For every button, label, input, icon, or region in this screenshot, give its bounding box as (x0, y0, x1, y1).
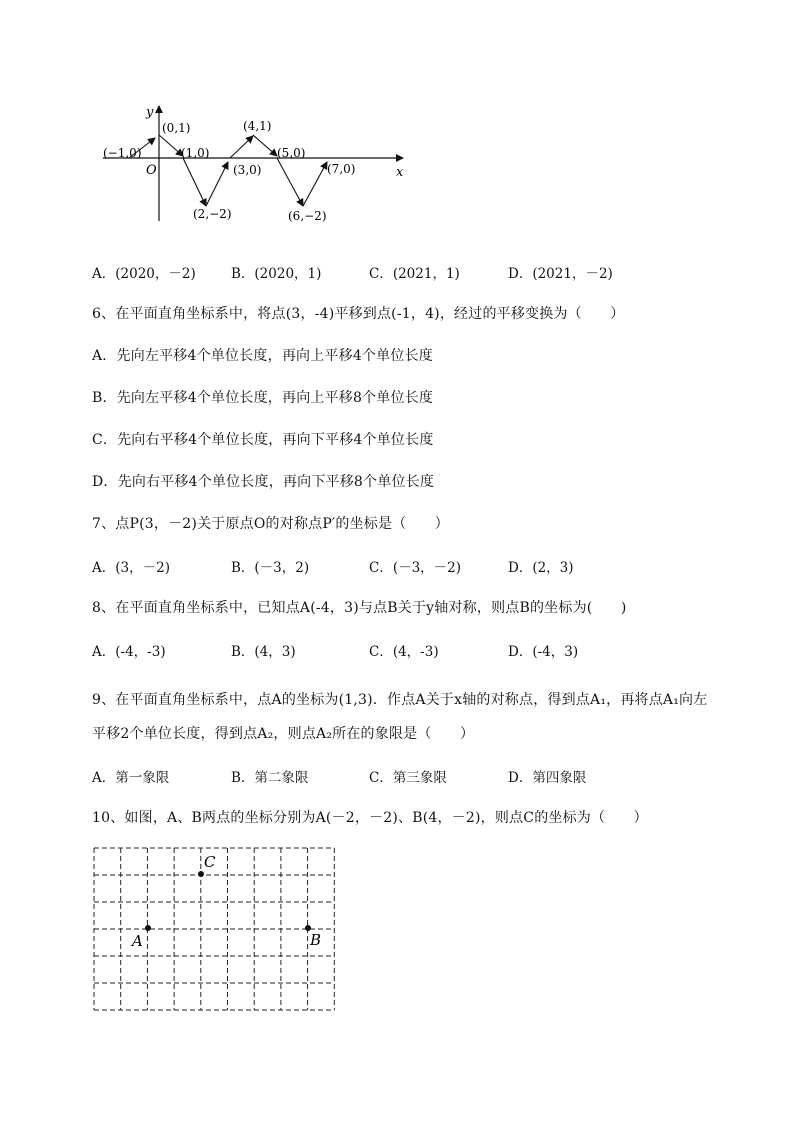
path-segment (303, 162, 327, 206)
point-c-label: C (204, 853, 216, 871)
q9-option-b[interactable]: B．第二象限 (231, 770, 309, 786)
q8-option-a[interactable]: A．(-4，-3) (92, 644, 166, 660)
path-segment (230, 136, 253, 158)
question-7-stem: 7、点P(3，－2)关于原点O的对称点P′的坐标是（ ） (92, 516, 449, 532)
q7-option-c[interactable]: C．(－3，－2) (369, 560, 462, 576)
option-d[interactable]: D．(2021，－2) (508, 266, 613, 282)
x-axis-label: x (396, 165, 404, 180)
point-label: (6,−2) (288, 209, 327, 223)
q6-option-c[interactable]: C．先向右平移4个单位长度，再向下平移4个单位长度 (92, 432, 434, 448)
q8-option-b[interactable]: B．(4，3) (231, 644, 296, 660)
path-segment (253, 135, 277, 156)
q8-option-c[interactable]: C．(4，-3) (369, 644, 439, 660)
option-c[interactable]: C．(2021，1) (369, 266, 460, 282)
q9-option-d[interactable]: D．第四象限 (508, 770, 587, 786)
q8-option-d[interactable]: D．(-4，3) (508, 644, 579, 660)
point-label: (4,1) (243, 119, 272, 133)
q6-option-d[interactable]: D．先向右平移4个单位长度，再向下平移8个单位长度 (92, 474, 435, 490)
question-9-stem-line2: 平移2个单位长度，得到点A₂，则点A₂所在的象限是（ ） (92, 726, 475, 742)
point-a-dot (145, 925, 151, 931)
q9-option-a[interactable]: A．第一象限 (92, 770, 170, 786)
question-10-stem: 10、如图，A、B两点的坐标分别为A(－2，－2)、B(4，－2)，则点C的坐标为（ ） (92, 810, 648, 826)
y-axis-label: y (146, 105, 154, 120)
option-b[interactable]: B．(2020，1) (231, 266, 322, 282)
option-a[interactable]: A．(2020，－2) (92, 266, 196, 282)
zigzag-coordinate-figure (95, 100, 415, 225)
path-segment (183, 158, 206, 206)
point-label: (1,0) (181, 146, 210, 160)
q6-option-b[interactable]: B．先向左平移4个单位长度，再向上平移8个单位长度 (92, 390, 434, 406)
path-segment (277, 158, 303, 206)
point-c-dot (198, 871, 204, 877)
point-label: (−1,0) (103, 146, 142, 160)
point-b-label: B (310, 931, 322, 949)
question-9-stem-line1: 9、在平面直角坐标系中，点A的坐标为(1,3)．作点A关于x轴的对称点，得到点A₁，再将点A₁向左 (92, 692, 708, 708)
point-label: (3,0) (233, 163, 262, 177)
point-label: (0,1) (162, 121, 191, 135)
question-6-stem: 6、在平面直角坐标系中，将点(3，-4)平移到点(-1，4)，经过的平移变换为（ ） (92, 306, 625, 322)
q7-option-a[interactable]: A．(3，－2) (92, 560, 170, 576)
origin-label: O (146, 163, 157, 178)
q7-option-d[interactable]: D．(2，3) (508, 560, 574, 576)
question-8-stem: 8、在平面直角坐标系中，已知点A(-4，3)与点B关于y轴对称，则点B的坐标为( ) (92, 600, 627, 616)
point-label: (2,−2) (193, 207, 232, 221)
path-segment (206, 162, 228, 206)
q9-option-c[interactable]: C．第三象限 (369, 770, 447, 786)
q7-option-b[interactable]: B．(－3，2) (231, 560, 310, 576)
point-a-label: A (132, 932, 143, 950)
q6-option-a[interactable]: A．先向左平移4个单位长度，再向上平移4个单位长度 (92, 348, 433, 364)
point-label: (7,0) (327, 162, 356, 176)
path-segment (159, 135, 183, 156)
point-label: (5,0) (277, 146, 306, 160)
grid-figure (92, 846, 338, 1012)
